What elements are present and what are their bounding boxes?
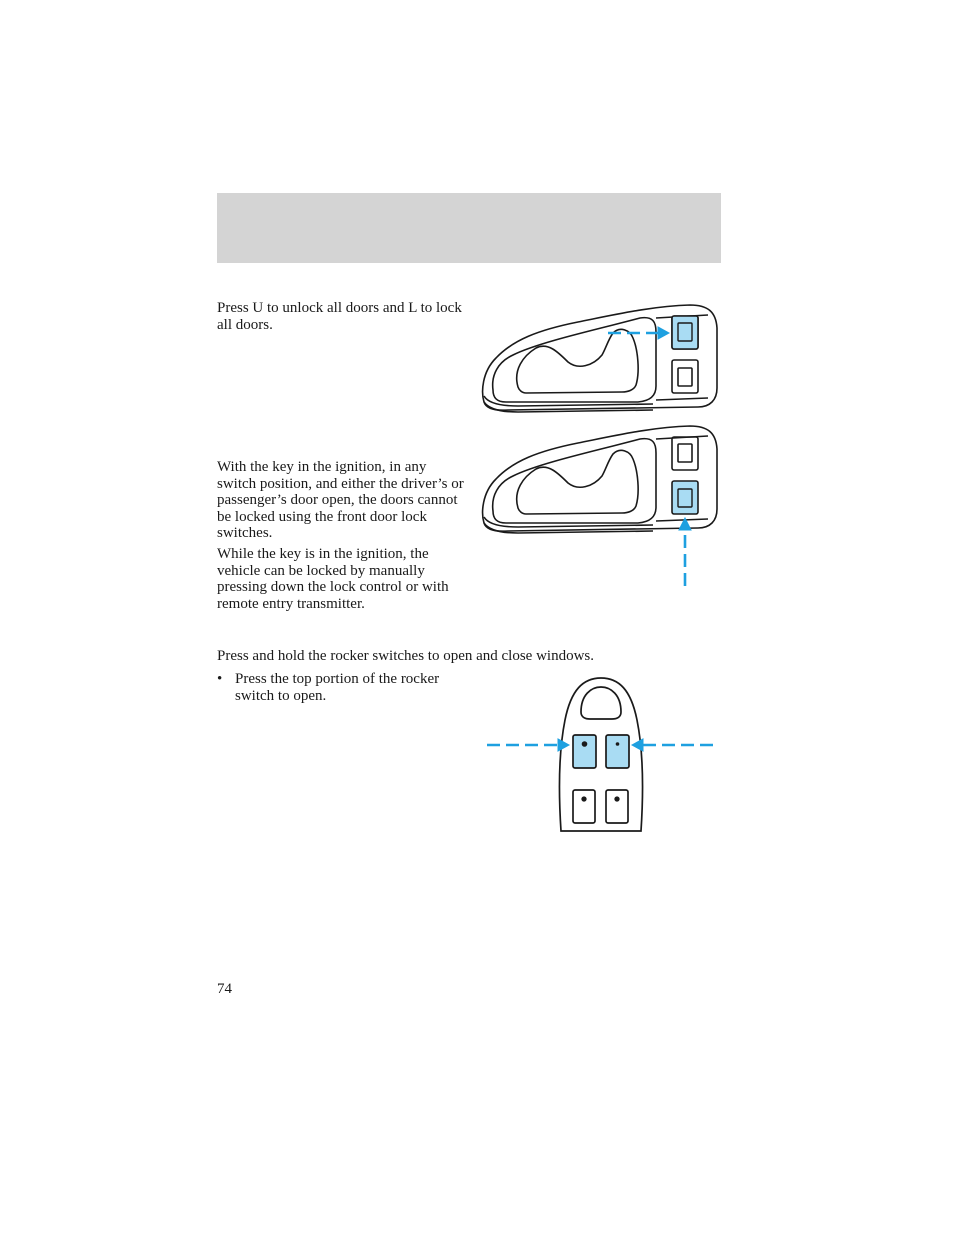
window-switch-figure [485, 675, 717, 835]
door-lock-figure-unlock [478, 300, 723, 415]
key-ignition-paragraph: With the key in the ignition, in any switch position, and either the driver’s or passenger’s door open, the doors cannot be locked using the front door lock switches. [217, 459, 464, 541]
door-lock-figure-lock [478, 421, 723, 591]
bullet-marker: • [217, 671, 223, 687]
rocker-switches-paragraph: Press and hold the rocker switches to open and close windows. [217, 648, 595, 664]
arrow-icon [608, 327, 669, 339]
passenger-window-switch [606, 735, 629, 768]
bullet-text: Press the top portion of the rocker switch to open. [235, 671, 440, 704]
lock-switch-highlight [672, 481, 698, 514]
arrow-icon [632, 739, 713, 751]
driver-window-switch [573, 735, 596, 768]
lock-unlock-paragraph: Press U to unlock all doors and L to lock all doors. [217, 300, 462, 333]
page-number: 74 [217, 981, 232, 997]
arrow-icon [487, 739, 569, 751]
arrow-icon [679, 518, 691, 586]
section-header-bar [217, 193, 721, 263]
unlock-switch-highlight [672, 316, 698, 349]
manual-lock-paragraph: While the key is in the ignition, the vehicle can be locked by manually pressing down the lock control or with remote entry transmitter. [217, 546, 449, 612]
